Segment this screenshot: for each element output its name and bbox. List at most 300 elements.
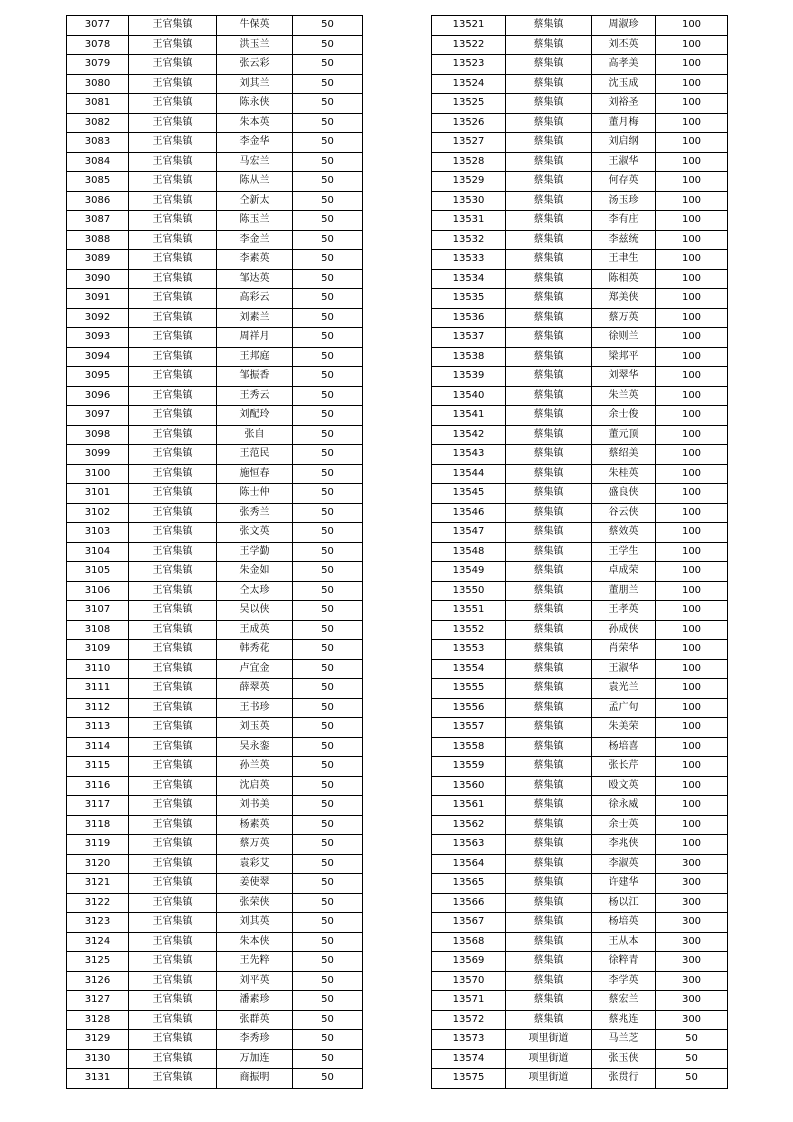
cell-amount: 100 bbox=[656, 542, 728, 562]
table-row bbox=[67, 757, 363, 777]
table-row bbox=[67, 425, 363, 445]
cell-amount: 50 bbox=[293, 289, 363, 309]
cell-serial: 13560 bbox=[432, 776, 506, 796]
cell-amount: 100 bbox=[656, 347, 728, 367]
cell-town: 蔡集镇 bbox=[506, 523, 592, 543]
cell-serial: 3095 bbox=[67, 367, 129, 387]
table-row bbox=[432, 776, 728, 796]
table-row bbox=[432, 523, 728, 543]
table-row bbox=[67, 581, 363, 601]
cell-town: 王官集镇 bbox=[129, 776, 217, 796]
cell-amount: 50 bbox=[293, 854, 363, 874]
table-row bbox=[67, 484, 363, 504]
cell-town: 蔡集镇 bbox=[506, 367, 592, 387]
cell-serial: 13562 bbox=[432, 815, 506, 835]
cell-town: 蔡集镇 bbox=[506, 542, 592, 562]
cell-amount: 50 bbox=[293, 640, 363, 660]
cell-serial: 3119 bbox=[67, 835, 129, 855]
cell-town: 蔡集镇 bbox=[506, 991, 592, 1011]
cell-town: 王官集镇 bbox=[129, 94, 217, 114]
cell-town: 蔡集镇 bbox=[506, 425, 592, 445]
cell-town: 蔡集镇 bbox=[506, 776, 592, 796]
cell-amount: 50 bbox=[293, 367, 363, 387]
cell-town: 蔡集镇 bbox=[506, 133, 592, 153]
table-row bbox=[432, 620, 728, 640]
cell-serial: 13566 bbox=[432, 893, 506, 913]
cell-town: 王官集镇 bbox=[129, 523, 217, 543]
cell-serial: 3109 bbox=[67, 640, 129, 660]
cell-serial: 13534 bbox=[432, 269, 506, 289]
cell-name: 韩秀花 bbox=[217, 640, 293, 660]
cell-amount: 300 bbox=[656, 971, 728, 991]
cell-town: 王官集镇 bbox=[129, 913, 217, 933]
cell-name: 吴以侠 bbox=[217, 601, 293, 621]
cell-town: 蔡集镇 bbox=[506, 893, 592, 913]
table-row bbox=[67, 172, 363, 192]
cell-amount: 100 bbox=[656, 367, 728, 387]
cell-name: 李素英 bbox=[217, 250, 293, 270]
cell-name: 杨培喜 bbox=[592, 737, 656, 757]
cell-serial: 13529 bbox=[432, 172, 506, 192]
cell-amount: 100 bbox=[656, 698, 728, 718]
cell-amount: 100 bbox=[656, 503, 728, 523]
cell-town: 蔡集镇 bbox=[506, 835, 592, 855]
cell-serial: 13552 bbox=[432, 620, 506, 640]
cell-serial: 13554 bbox=[432, 659, 506, 679]
cell-town: 王官集镇 bbox=[129, 289, 217, 309]
cell-amount: 50 bbox=[293, 328, 363, 348]
cell-name: 陈从兰 bbox=[217, 172, 293, 192]
cell-name: 周祥月 bbox=[217, 328, 293, 348]
cell-amount: 50 bbox=[293, 35, 363, 55]
cell-serial: 13564 bbox=[432, 854, 506, 874]
cell-name: 刘其英 bbox=[217, 913, 293, 933]
cell-name: 张云彩 bbox=[217, 55, 293, 75]
cell-town: 蔡集镇 bbox=[506, 815, 592, 835]
cell-town: 王官集镇 bbox=[129, 679, 217, 699]
cell-town: 王官集镇 bbox=[129, 874, 217, 894]
cell-serial: 3084 bbox=[67, 152, 129, 172]
cell-serial: 3113 bbox=[67, 718, 129, 738]
table-row bbox=[432, 269, 728, 289]
cell-amount: 100 bbox=[656, 796, 728, 816]
cell-serial: 13547 bbox=[432, 523, 506, 543]
cell-amount: 300 bbox=[656, 1010, 728, 1030]
table-row bbox=[432, 328, 728, 348]
cell-amount: 50 bbox=[293, 1049, 363, 1069]
table-row bbox=[432, 406, 728, 426]
cell-name: 蔡绍美 bbox=[592, 445, 656, 465]
cell-name: 陈玉兰 bbox=[217, 211, 293, 231]
cell-serial: 3122 bbox=[67, 893, 129, 913]
cell-town: 蔡集镇 bbox=[506, 35, 592, 55]
cell-amount: 100 bbox=[656, 191, 728, 211]
cell-town: 王官集镇 bbox=[129, 1030, 217, 1050]
cell-town: 王官集镇 bbox=[129, 328, 217, 348]
cell-serial: 3112 bbox=[67, 698, 129, 718]
right-roster-table bbox=[431, 15, 728, 1089]
cell-amount: 50 bbox=[293, 601, 363, 621]
cell-town: 王官集镇 bbox=[129, 1069, 217, 1089]
table-row bbox=[432, 1010, 728, 1030]
cell-serial: 3085 bbox=[67, 172, 129, 192]
table-row bbox=[67, 659, 363, 679]
cell-amount: 100 bbox=[656, 113, 728, 133]
cell-amount: 50 bbox=[293, 386, 363, 406]
cell-serial: 3111 bbox=[67, 679, 129, 699]
cell-name: 王聿生 bbox=[592, 250, 656, 270]
cell-town: 王官集镇 bbox=[129, 796, 217, 816]
cell-serial: 13537 bbox=[432, 328, 506, 348]
cell-amount: 100 bbox=[656, 386, 728, 406]
cell-name: 刘素兰 bbox=[217, 308, 293, 328]
cell-town: 蔡集镇 bbox=[506, 328, 592, 348]
cell-amount: 100 bbox=[656, 464, 728, 484]
cell-town: 蔡集镇 bbox=[506, 191, 592, 211]
cell-name: 蔡宏兰 bbox=[592, 991, 656, 1011]
cell-amount: 100 bbox=[656, 523, 728, 543]
cell-serial: 3127 bbox=[67, 991, 129, 1011]
cell-serial: 3088 bbox=[67, 230, 129, 250]
table-row bbox=[432, 347, 728, 367]
cell-amount: 300 bbox=[656, 932, 728, 952]
table-row bbox=[432, 367, 728, 387]
cell-town: 王官集镇 bbox=[129, 698, 217, 718]
cell-serial: 13535 bbox=[432, 289, 506, 309]
cell-name: 李兆侠 bbox=[592, 835, 656, 855]
cell-name: 朱桂英 bbox=[592, 464, 656, 484]
cell-town: 王官集镇 bbox=[129, 152, 217, 172]
cell-amount: 100 bbox=[656, 133, 728, 153]
cell-town: 王官集镇 bbox=[129, 308, 217, 328]
table-row bbox=[432, 425, 728, 445]
cell-serial: 3083 bbox=[67, 133, 129, 153]
table-row bbox=[432, 659, 728, 679]
cell-amount: 50 bbox=[293, 718, 363, 738]
cell-name: 朱美荣 bbox=[592, 718, 656, 738]
cell-serial: 3114 bbox=[67, 737, 129, 757]
cell-town: 王官集镇 bbox=[129, 55, 217, 75]
cell-town: 王官集镇 bbox=[129, 562, 217, 582]
cell-town: 蔡集镇 bbox=[506, 152, 592, 172]
cell-amount: 100 bbox=[656, 757, 728, 777]
table-row bbox=[67, 971, 363, 991]
table-row bbox=[432, 464, 728, 484]
cell-name: 朱金如 bbox=[217, 562, 293, 582]
cell-name: 姜使翠 bbox=[217, 874, 293, 894]
cell-serial: 13573 bbox=[432, 1030, 506, 1050]
cell-town: 王官集镇 bbox=[129, 542, 217, 562]
cell-name: 杨素英 bbox=[217, 815, 293, 835]
table-row bbox=[67, 620, 363, 640]
cell-name: 刘丕英 bbox=[592, 35, 656, 55]
cell-serial: 3105 bbox=[67, 562, 129, 582]
cell-serial: 3079 bbox=[67, 55, 129, 75]
cell-town: 王官集镇 bbox=[129, 737, 217, 757]
table-row bbox=[432, 1030, 728, 1050]
cell-name: 殴文英 bbox=[592, 776, 656, 796]
cell-serial: 3124 bbox=[67, 932, 129, 952]
cell-amount: 50 bbox=[293, 776, 363, 796]
cell-name: 蔡兆连 bbox=[592, 1010, 656, 1030]
cell-serial: 3077 bbox=[67, 16, 129, 36]
cell-town: 蔡集镇 bbox=[506, 581, 592, 601]
cell-amount: 50 bbox=[293, 211, 363, 231]
cell-amount: 50 bbox=[293, 835, 363, 855]
table-row bbox=[67, 464, 363, 484]
cell-name: 王孝英 bbox=[592, 601, 656, 621]
cell-amount: 50 bbox=[293, 991, 363, 1011]
cell-name: 卓成荣 bbox=[592, 562, 656, 582]
table-row bbox=[67, 737, 363, 757]
cell-serial: 13565 bbox=[432, 874, 506, 894]
cell-amount: 50 bbox=[293, 484, 363, 504]
cell-town: 蔡集镇 bbox=[506, 74, 592, 94]
cell-amount: 100 bbox=[656, 35, 728, 55]
cell-name: 张贯行 bbox=[592, 1069, 656, 1089]
cell-amount: 50 bbox=[293, 1069, 363, 1089]
cell-serial: 13540 bbox=[432, 386, 506, 406]
table-row bbox=[432, 74, 728, 94]
cell-serial: 3078 bbox=[67, 35, 129, 55]
table-row bbox=[67, 542, 363, 562]
cell-amount: 50 bbox=[293, 191, 363, 211]
cell-town: 蔡集镇 bbox=[506, 1010, 592, 1030]
cell-amount: 50 bbox=[293, 562, 363, 582]
table-row bbox=[432, 152, 728, 172]
cell-town: 王官集镇 bbox=[129, 133, 217, 153]
cell-name: 蔡万英 bbox=[217, 835, 293, 855]
cell-amount: 50 bbox=[293, 757, 363, 777]
cell-town: 王官集镇 bbox=[129, 406, 217, 426]
table-row bbox=[432, 445, 728, 465]
cell-town: 王官集镇 bbox=[129, 932, 217, 952]
cell-amount: 100 bbox=[656, 581, 728, 601]
cell-name: 沈启英 bbox=[217, 776, 293, 796]
cell-serial: 3126 bbox=[67, 971, 129, 991]
cell-town: 蔡集镇 bbox=[506, 308, 592, 328]
cell-name: 周淑珍 bbox=[592, 16, 656, 36]
table-row bbox=[67, 328, 363, 348]
cell-amount: 100 bbox=[656, 152, 728, 172]
table-row bbox=[432, 484, 728, 504]
cell-name: 牛保英 bbox=[217, 16, 293, 36]
table-row bbox=[432, 698, 728, 718]
table-row bbox=[432, 230, 728, 250]
right-table-body bbox=[432, 16, 728, 1089]
table-row bbox=[432, 796, 728, 816]
cell-town: 蔡集镇 bbox=[506, 250, 592, 270]
cell-serial: 3099 bbox=[67, 445, 129, 465]
table-row bbox=[432, 757, 728, 777]
cell-town: 蔡集镇 bbox=[506, 718, 592, 738]
table-row bbox=[432, 1049, 728, 1069]
cell-town: 王官集镇 bbox=[129, 620, 217, 640]
cell-name: 刘配玲 bbox=[217, 406, 293, 426]
table-row bbox=[67, 893, 363, 913]
cell-amount: 50 bbox=[293, 874, 363, 894]
cell-serial: 3086 bbox=[67, 191, 129, 211]
table-row bbox=[67, 269, 363, 289]
cell-amount: 300 bbox=[656, 854, 728, 874]
cell-name: 王学勤 bbox=[217, 542, 293, 562]
cell-name: 刘翠华 bbox=[592, 367, 656, 387]
table-row bbox=[432, 971, 728, 991]
table-row bbox=[432, 55, 728, 75]
cell-amount: 50 bbox=[293, 913, 363, 933]
cell-amount: 50 bbox=[293, 737, 363, 757]
cell-town: 蔡集镇 bbox=[506, 796, 592, 816]
cell-amount: 100 bbox=[656, 308, 728, 328]
cell-serial: 13530 bbox=[432, 191, 506, 211]
cell-name: 卢宜金 bbox=[217, 659, 293, 679]
cell-serial: 13569 bbox=[432, 952, 506, 972]
cell-town: 蔡集镇 bbox=[506, 952, 592, 972]
table-row bbox=[67, 386, 363, 406]
cell-name: 仝新太 bbox=[217, 191, 293, 211]
table-row bbox=[432, 893, 728, 913]
table-row bbox=[67, 367, 363, 387]
cell-serial: 3116 bbox=[67, 776, 129, 796]
cell-amount: 50 bbox=[293, 230, 363, 250]
table-row bbox=[67, 776, 363, 796]
cell-amount: 100 bbox=[656, 601, 728, 621]
table-row bbox=[67, 445, 363, 465]
cell-town: 蔡集镇 bbox=[506, 269, 592, 289]
table-row bbox=[432, 1069, 728, 1089]
cell-amount: 300 bbox=[656, 952, 728, 972]
cell-serial: 3100 bbox=[67, 464, 129, 484]
table-row bbox=[432, 35, 728, 55]
cell-amount: 50 bbox=[293, 971, 363, 991]
cell-amount: 50 bbox=[293, 698, 363, 718]
cell-town: 王官集镇 bbox=[129, 991, 217, 1011]
cell-name: 徐粹青 bbox=[592, 952, 656, 972]
cell-name: 董元顶 bbox=[592, 425, 656, 445]
cell-amount: 50 bbox=[293, 464, 363, 484]
table-row bbox=[432, 581, 728, 601]
cell-amount: 50 bbox=[293, 679, 363, 699]
cell-serial: 3098 bbox=[67, 425, 129, 445]
table-row bbox=[432, 542, 728, 562]
cell-serial: 13522 bbox=[432, 35, 506, 55]
table-row bbox=[67, 211, 363, 231]
cell-town: 王官集镇 bbox=[129, 269, 217, 289]
table-row bbox=[67, 74, 363, 94]
table-row bbox=[432, 503, 728, 523]
cell-name: 许建华 bbox=[592, 874, 656, 894]
table-row bbox=[432, 289, 728, 309]
cell-serial: 3097 bbox=[67, 406, 129, 426]
cell-town: 王官集镇 bbox=[129, 74, 217, 94]
cell-serial: 13563 bbox=[432, 835, 506, 855]
cell-name: 袁光兰 bbox=[592, 679, 656, 699]
cell-amount: 50 bbox=[293, 16, 363, 36]
cell-name: 余士俊 bbox=[592, 406, 656, 426]
cell-town: 蔡集镇 bbox=[506, 172, 592, 192]
cell-amount: 100 bbox=[656, 815, 728, 835]
cell-name: 李淑英 bbox=[592, 854, 656, 874]
cell-amount: 50 bbox=[293, 796, 363, 816]
cell-amount: 100 bbox=[656, 835, 728, 855]
cell-amount: 50 bbox=[293, 152, 363, 172]
cell-amount: 100 bbox=[656, 484, 728, 504]
table-row bbox=[432, 211, 728, 231]
cell-town: 王官集镇 bbox=[129, 757, 217, 777]
cell-serial: 13570 bbox=[432, 971, 506, 991]
table-row bbox=[432, 172, 728, 192]
table-row bbox=[432, 601, 728, 621]
cell-name: 余士英 bbox=[592, 815, 656, 835]
cell-amount: 100 bbox=[656, 659, 728, 679]
table-row bbox=[432, 679, 728, 699]
table-row bbox=[432, 874, 728, 894]
cell-name: 徐永威 bbox=[592, 796, 656, 816]
cell-amount: 50 bbox=[293, 1010, 363, 1030]
table-row bbox=[67, 347, 363, 367]
cell-serial: 13545 bbox=[432, 484, 506, 504]
cell-amount: 50 bbox=[293, 94, 363, 114]
cell-name: 董朋兰 bbox=[592, 581, 656, 601]
cell-name: 王范民 bbox=[217, 445, 293, 465]
cell-name: 李学英 bbox=[592, 971, 656, 991]
cell-name: 刘书美 bbox=[217, 796, 293, 816]
cell-town: 蔡集镇 bbox=[506, 640, 592, 660]
cell-serial: 13533 bbox=[432, 250, 506, 270]
cell-serial: 13521 bbox=[432, 16, 506, 36]
cell-town: 王官集镇 bbox=[129, 503, 217, 523]
cell-serial: 13543 bbox=[432, 445, 506, 465]
table-row bbox=[432, 952, 728, 972]
table-row bbox=[432, 932, 728, 952]
table-row bbox=[67, 815, 363, 835]
cell-town: 王官集镇 bbox=[129, 35, 217, 55]
cell-name: 邹达英 bbox=[217, 269, 293, 289]
cell-amount: 50 bbox=[293, 620, 363, 640]
cell-serial: 13556 bbox=[432, 698, 506, 718]
cell-name: 郑美侠 bbox=[592, 289, 656, 309]
table-row bbox=[67, 94, 363, 114]
cell-amount: 50 bbox=[293, 445, 363, 465]
table-row bbox=[67, 230, 363, 250]
cell-town: 蔡集镇 bbox=[506, 94, 592, 114]
cell-name: 孙成侠 bbox=[592, 620, 656, 640]
cell-name: 薛翠英 bbox=[217, 679, 293, 699]
cell-name: 刘启纲 bbox=[592, 133, 656, 153]
cell-amount: 50 bbox=[293, 542, 363, 562]
cell-amount: 100 bbox=[656, 250, 728, 270]
table-row bbox=[67, 523, 363, 543]
table-row bbox=[432, 718, 728, 738]
cell-serial: 3125 bbox=[67, 952, 129, 972]
cell-name: 袁彩艾 bbox=[217, 854, 293, 874]
cell-serial: 13539 bbox=[432, 367, 506, 387]
table-row bbox=[432, 94, 728, 114]
cell-serial: 13559 bbox=[432, 757, 506, 777]
table-row bbox=[67, 952, 363, 972]
cell-name: 肖荣华 bbox=[592, 640, 656, 660]
cell-town: 王官集镇 bbox=[129, 601, 217, 621]
cell-name: 李有庄 bbox=[592, 211, 656, 231]
table-row bbox=[67, 113, 363, 133]
table-row bbox=[67, 932, 363, 952]
cell-serial: 3090 bbox=[67, 269, 129, 289]
cell-amount: 50 bbox=[293, 581, 363, 601]
cell-name: 沈玉成 bbox=[592, 74, 656, 94]
cell-amount: 50 bbox=[656, 1069, 728, 1089]
table-row bbox=[432, 133, 728, 153]
cell-town: 蔡集镇 bbox=[506, 445, 592, 465]
